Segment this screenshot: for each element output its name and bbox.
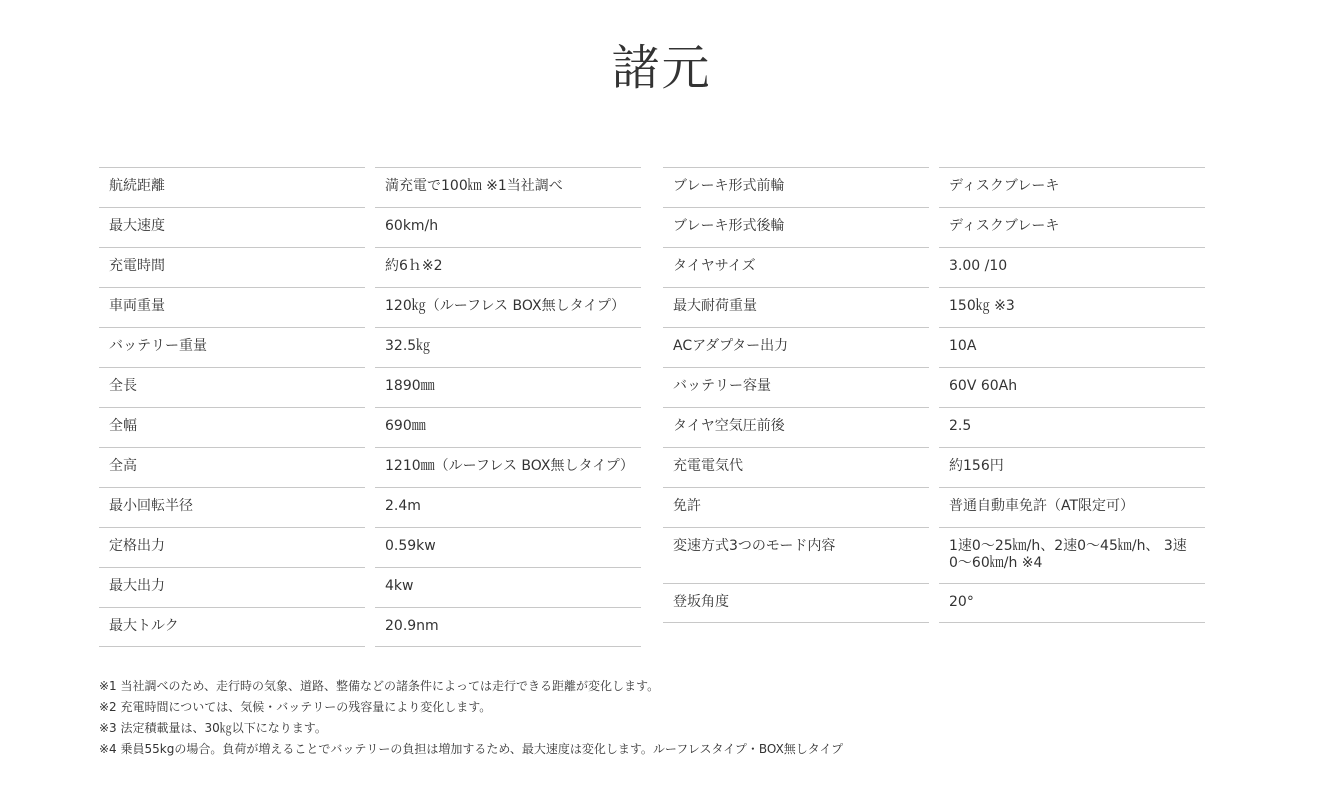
spec-row [99, 527, 641, 567]
spec-value: ディスクブレーキ [939, 207, 1205, 247]
spec-row [663, 167, 1205, 207]
spec-label: ブレーキ形式前輪 [663, 167, 929, 207]
spec-row [99, 327, 641, 367]
spec-row [663, 447, 1205, 487]
spec-value: 満充電で100㎞ ※1当社調べ [375, 167, 641, 207]
spec-value: 150㎏ ※3 [939, 287, 1205, 327]
footnote: ※2 充電時間については、気候・バッテリーの残容量により変化します。 [99, 700, 492, 714]
spec-value: 1速0～25㎞/h、2速0～45㎞/h、 3速0～60㎞/h ※4 [939, 527, 1205, 583]
spec-row [99, 367, 641, 407]
spec-label: 最小回転半径 [99, 487, 365, 527]
spec-row [99, 287, 641, 327]
spec-row [663, 287, 1205, 327]
spec-value: 10A [939, 327, 1205, 367]
spec-row [99, 567, 641, 607]
spec-row [663, 407, 1205, 447]
spec-row [99, 247, 641, 287]
spec-value: 1210㎜（ルーフレス BOX無しタイプ） [375, 447, 641, 487]
spec-value: 4kw [375, 567, 641, 607]
spec-label: 全長 [99, 367, 365, 407]
spec-row [99, 447, 641, 487]
spec-label: 充電時間 [99, 247, 365, 287]
spec-value: 60km/h [375, 207, 641, 247]
spec-label: 最大耐荷重量 [663, 287, 929, 327]
spec-label: タイヤサイズ [663, 247, 929, 287]
spec-label: 最大出力 [99, 567, 365, 607]
spec-value: 2.4m [375, 487, 641, 527]
spec-label: 車両重量 [99, 287, 365, 327]
spec-value: 普通自動車免許（AT限定可） [939, 487, 1205, 527]
spec-label: タイヤ空気圧前後 [663, 407, 929, 447]
spec-row [99, 167, 641, 207]
spec-label: 全高 [99, 447, 365, 487]
spec-value: 60V 60Ah [939, 367, 1205, 407]
footnotes [99, 676, 843, 760]
spec-row [99, 487, 641, 527]
spec-label: ACアダプター出力 [663, 327, 929, 367]
spec-row [99, 207, 641, 247]
spec-value: 20° [939, 583, 1205, 623]
spec-row [663, 207, 1205, 247]
spec-label: 変速方式3つのモード内容 [663, 527, 929, 583]
spec-label: バッテリー重量 [99, 327, 365, 367]
footnote: ※3 法定積載量は、30㎏以下になります。 [99, 721, 327, 735]
page-title: 諸元 [611, 40, 712, 96]
spec-row [663, 367, 1205, 407]
spec-value: 120㎏（ルーフレス BOX無しタイプ） [375, 287, 641, 327]
spec-label: バッテリー容量 [663, 367, 929, 407]
spec-label: 航続距離 [99, 167, 365, 207]
spec-label: 最大速度 [99, 207, 365, 247]
spec-value: 3.00 /10 [939, 247, 1205, 287]
footnote: ※1 当社調べのため、走行時の気象、道路、整備などの諸条件によっては走行できる距離が変化します。 [99, 679, 660, 693]
spec-value: 690㎜ [375, 407, 641, 447]
spec-table-left [99, 167, 641, 647]
spec-row [663, 327, 1205, 367]
spec-value: 20.9nm [375, 607, 641, 647]
spec-row [99, 607, 641, 647]
spec-row [663, 487, 1205, 527]
spec-table-right [663, 167, 1205, 623]
spec-label: 免許 [663, 487, 929, 527]
spec-row [663, 247, 1205, 287]
spec-row [663, 583, 1205, 623]
spec-row [663, 527, 1205, 583]
spec-label: 最大トルク [99, 607, 365, 647]
spec-value: 1890㎜ [375, 367, 641, 407]
spec-value: 0.59kw [375, 527, 641, 567]
spec-value: 32.5㎏ [375, 327, 641, 367]
spec-value: 2.5 [939, 407, 1205, 447]
spec-value: ディスクブレーキ [939, 167, 1205, 207]
spec-value: 約156円 [939, 447, 1205, 487]
footnote: ※4 乗員55kgの場合。負荷が増えることでバッテリーの負担は増加するため、最大速度は変化します。ルーフレスタイプ・BOX無しタイプ [99, 742, 844, 756]
spec-label: 全幅 [99, 407, 365, 447]
spec-value: 約6ｈ※2 [375, 247, 641, 287]
spec-label: 充電電気代 [663, 447, 929, 487]
spec-label: 定格出力 [99, 527, 365, 567]
spec-row [99, 407, 641, 447]
spec-label: ブレーキ形式後輪 [663, 207, 929, 247]
spec-label: 登坂角度 [663, 583, 929, 623]
